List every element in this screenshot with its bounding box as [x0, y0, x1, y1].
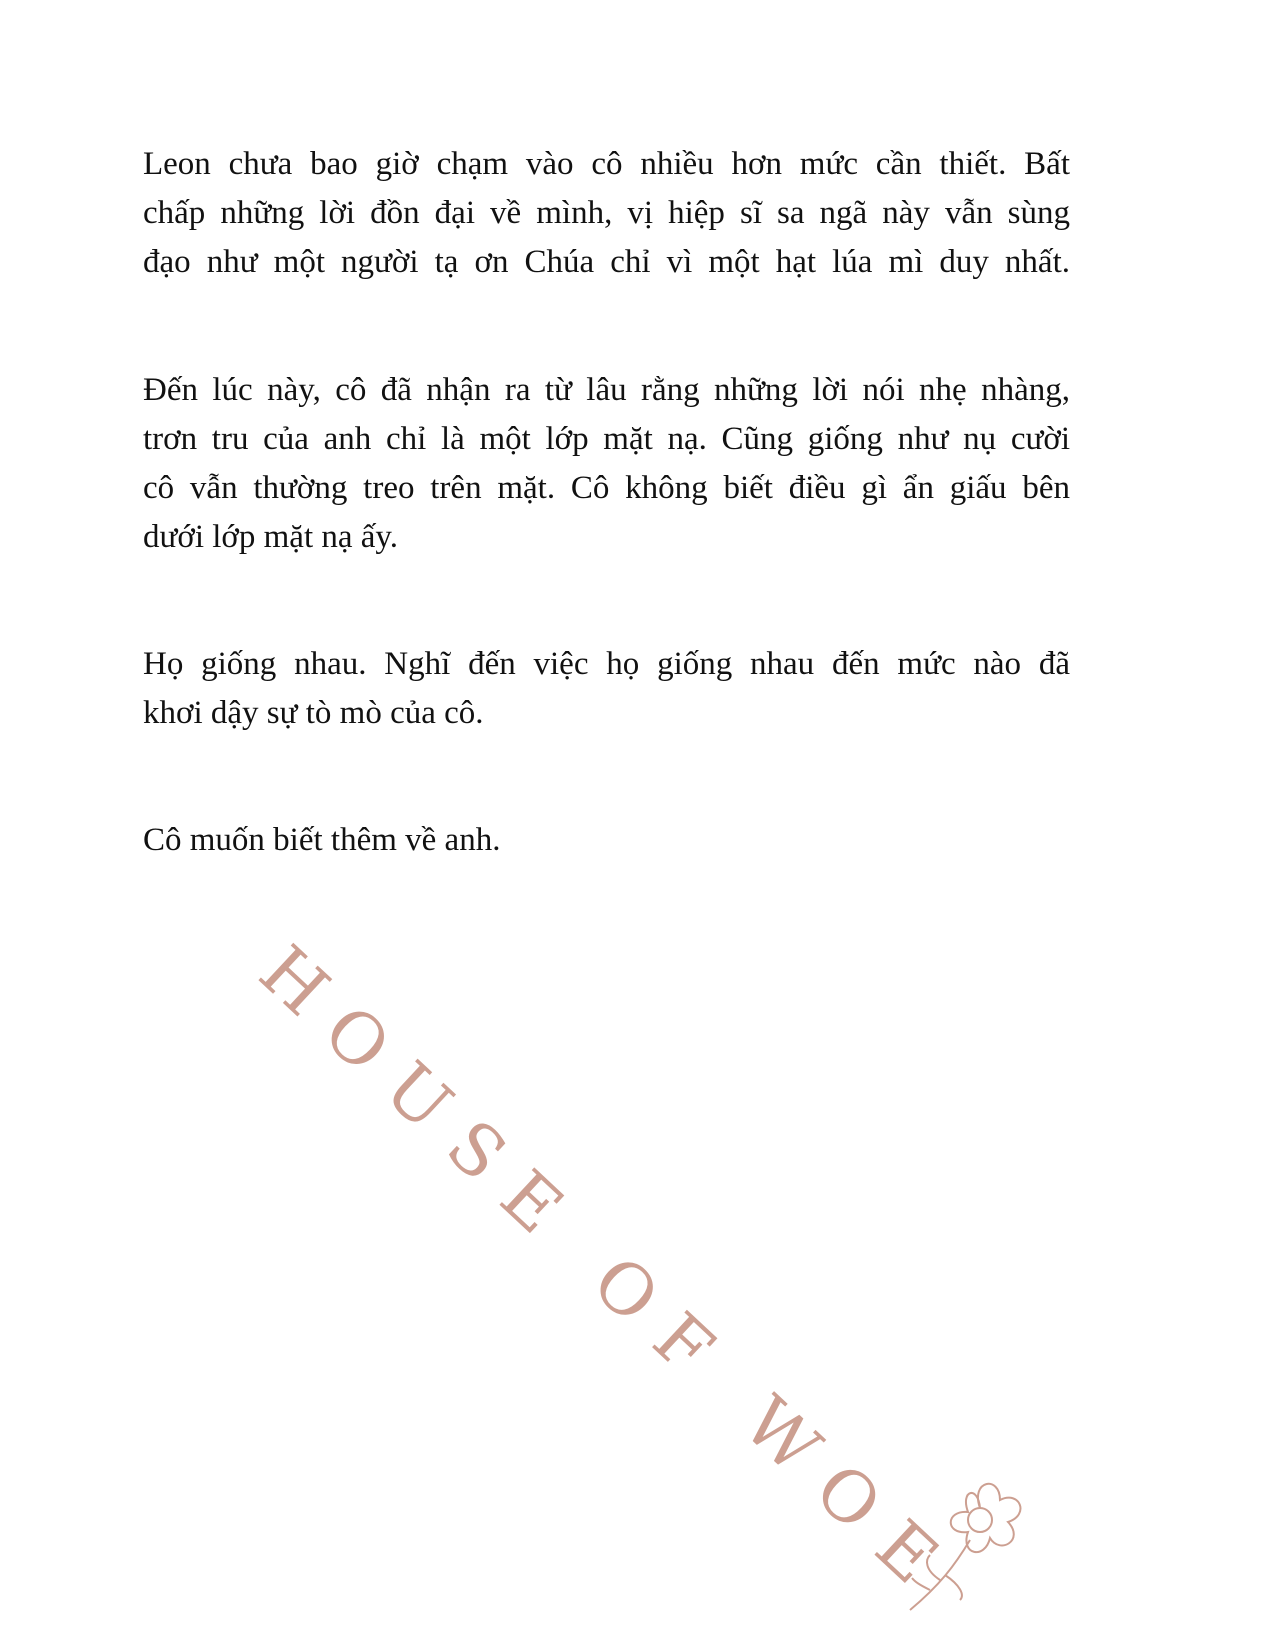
paragraph-2	[143, 366, 1070, 562]
text-line: Họ giống nhau. Nghĩ đến việc họ giống nhau đến mức nào đã	[143, 646, 1070, 682]
text-line: Đến lúc này, cô đã nhận ra từ lâu rằng những lời nói nhẹ nhàng,	[143, 372, 1070, 408]
text-line: Cô muốn biết thêm về anh.	[143, 822, 501, 858]
watermark-text: HOUSE OF WOE	[244, 930, 973, 1617]
text-line: chấp những lời đồn đại về mình, vị hiệp sĩ sa ngã này vẫn sùng	[143, 195, 1070, 231]
paragraph-3	[143, 640, 1070, 738]
paragraph-1	[143, 140, 1070, 287]
text-line: khơi dậy sự tò mò của cô.	[143, 695, 484, 731]
text-line: trơn tru của anh chỉ là một lớp mặt nạ. Cũng giống như nụ cười	[143, 421, 1070, 457]
text-line: đạo như một người tạ ơn Chúa chỉ vì một hạt lúa mì duy nhất.	[143, 244, 1070, 280]
text-line: dưới lớp mặt nạ ấy.	[143, 519, 399, 555]
paragraph-4	[143, 816, 1070, 865]
flower-watermark-icon	[900, 1470, 1040, 1620]
text-line: Leon chưa bao giờ chạm vào cô nhiều hơn mức cần thiết. Bất	[143, 146, 1070, 182]
text-line: cô vẫn thường treo trên mặt. Cô không biết điều gì ẩn giấu bên	[143, 470, 1070, 506]
